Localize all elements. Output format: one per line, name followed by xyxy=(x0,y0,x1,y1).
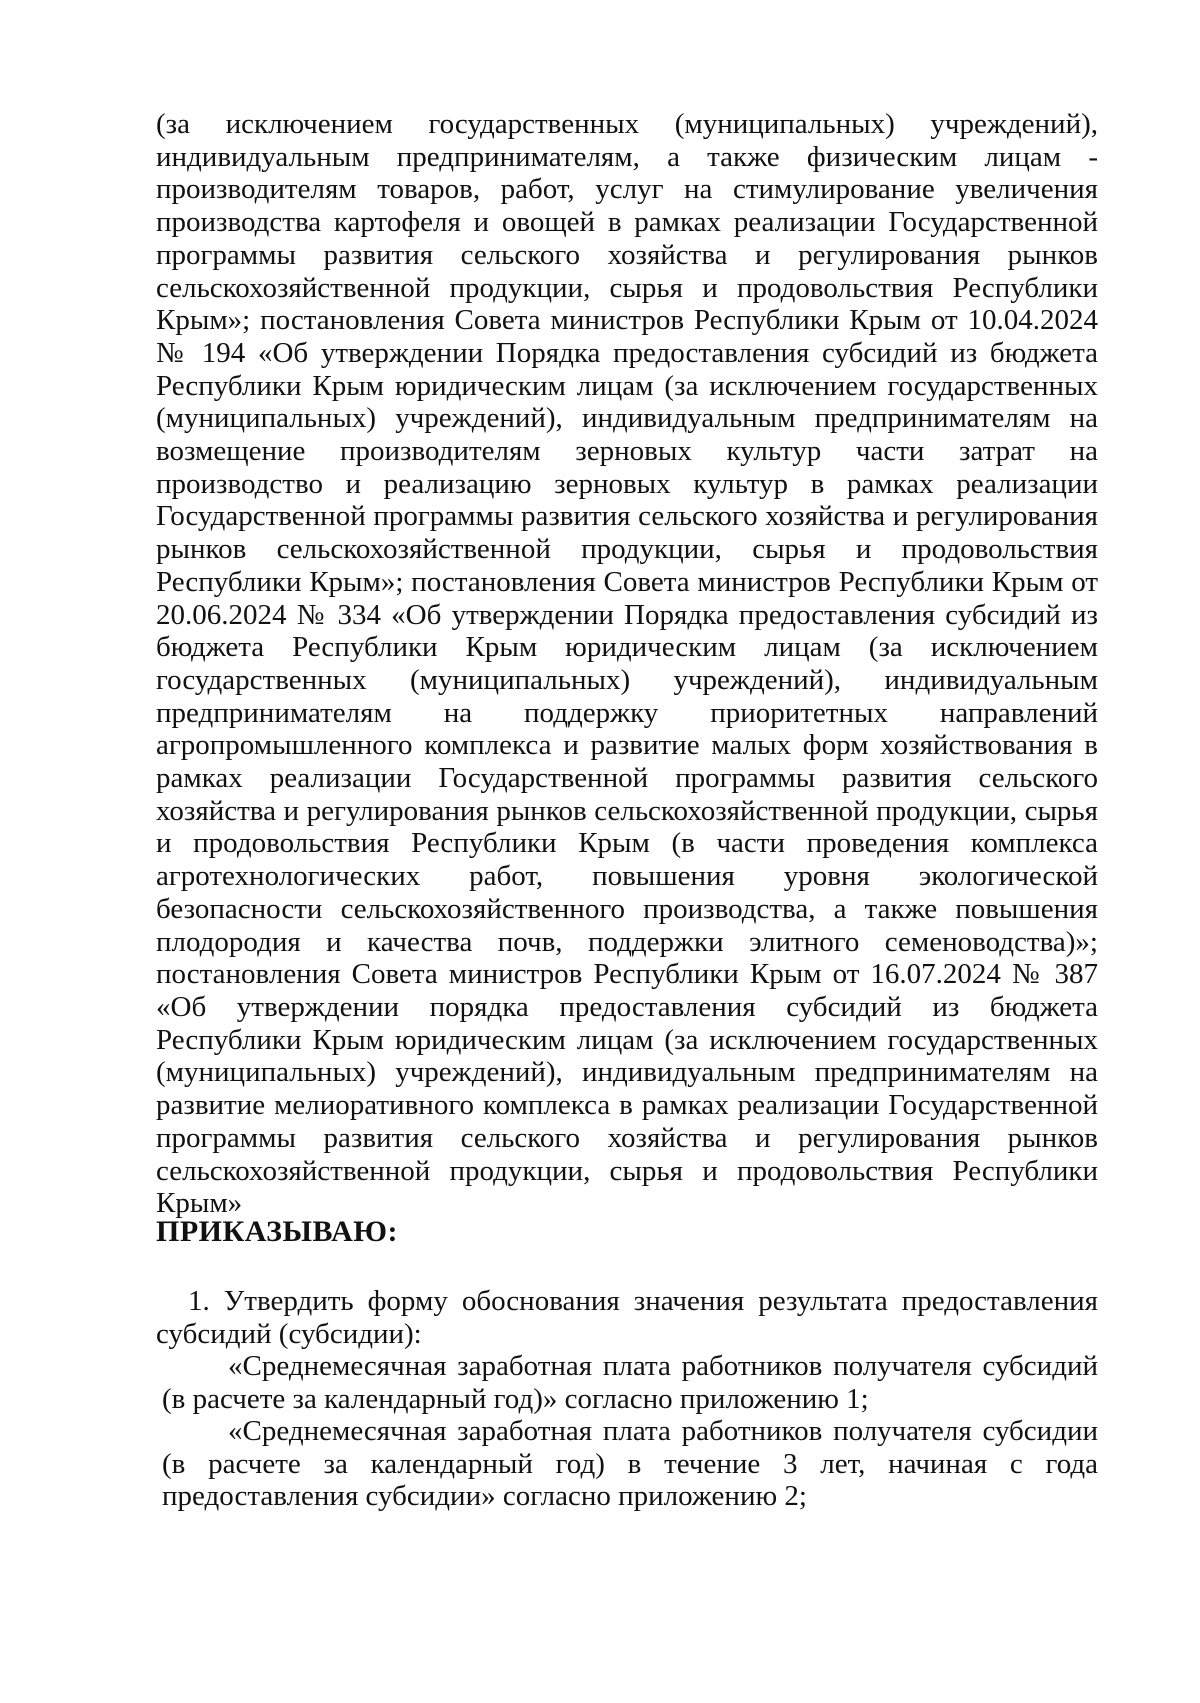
form-name-1: «Среднемесячная заработная плата работников получателя субсидий (в расчете за календарный год)» согласно приложению 1; xyxy=(162,1350,1098,1415)
order-heading: ПРИКАЗЫВАЮ: xyxy=(156,1215,399,1248)
form-name-2: «Среднемесячная заработная плата работников получателя субсидии (в расчете за календарный год) в течение 3 лет, начиная с года предоставления субсидии» согласно приложению 2; xyxy=(162,1415,1098,1513)
order-item-1: 1. Утвердить форму обоснования значения результата предоставления субсидий (субсидии): xyxy=(156,1285,1098,1350)
body-paragraph: (за исключением государственных (муниципальных) учреждений), индивидуальным предпринимателям, а также физическим лицам - производителям товаров, работ, услуг на стимулирование увеличения производства картофеля и овощей в рамках реализации Государственной программы развития сельского хозяйства и регулирования рынков сельскохозяйственной продукции, сырья и продовольствия Республики Крым»; постановления Совета министров Республики Крым от 10.04.2024 № 194 «Об утверждении Порядка предоставления субсидий из бюджета Республики Крым юридическим лицам (за исключением государственных (муниципальных) учреждений), индивидуальным предпринимателям на возмещение производителям зерновых культур части затрат на производство и реализацию зерновых культур в рамках реализации Государственной программы развития сельского хозяйства и регулирования рынков сельскохозяйственной продукции, сырья и продовольствия Республики Крым»; постановления Совета министров Республики Крым от 20.06.2024 № 334 «Об утверждении Порядка предоставления субсидий из бюджета Республики Крым юридическим лицам (за исключением государственных (муниципальных) учреждений), индивидуальным предпринимателям на поддержку приоритетных направлений агропромышленного комплекса и развитие малых форм хозяйствования в рамках реализации Государственной программы развития сельского хозяйства и регулирования рынков сельскохозяйственной продукции, сырья и продовольствия Республики Крым (в части проведения комплекса агротехнологических работ, повышения уровня экологической безопасности сельскохозяйственного производства, а также повышения плодородия и качества почв, поддержки элитного семеноводства)»; постановления Совета министров Республики Крым от 16.07.2024 № 387 «Об утверждении порядка предоставления субсидий из бюджета Республики Крым юридическим лицам (за исключением государственных (муниципальных) учреждений), индивидуальным предпринимателям на развитие мелиоративного комплекса в рамках реализации Государственной программы развития сельского хозяйства и регулирования рынков сельскохозяйственной продукции, сырья и продовольствия Республики Крым» xyxy=(156,108,1098,1220)
